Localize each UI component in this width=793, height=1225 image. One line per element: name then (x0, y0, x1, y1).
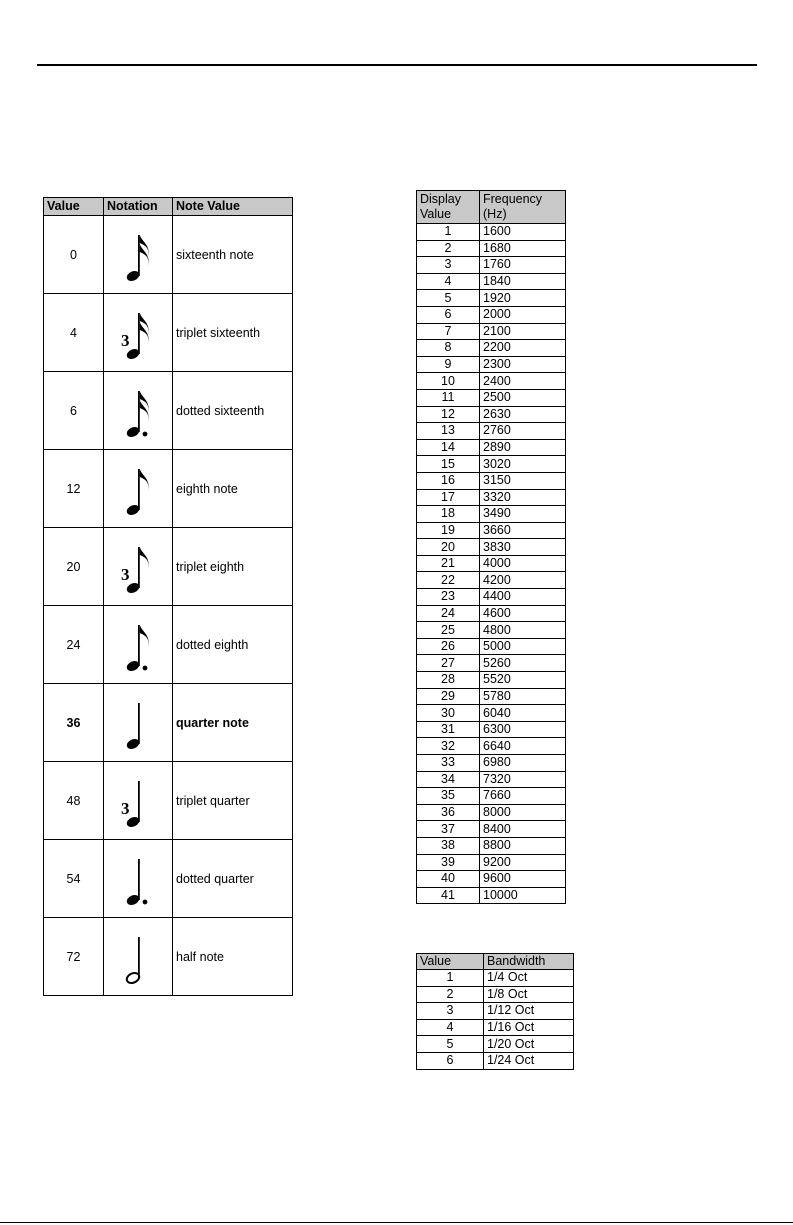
frequency-cell: 5520 (480, 672, 566, 689)
bw-table-header (417, 954, 574, 970)
header-bandwidth: Bandwidth (484, 954, 574, 970)
table-row (44, 216, 293, 294)
bandwidth-cell: 1/12 Oct (484, 1003, 574, 1020)
bw-value-cell: 2 (417, 986, 484, 1003)
top-rule (37, 64, 757, 66)
frequency-cell: 8400 (480, 821, 566, 838)
display-value-cell: 39 (417, 854, 480, 871)
frequency-cell: 5260 (480, 655, 566, 672)
table-row (44, 294, 293, 372)
table-row (417, 306, 566, 323)
frequency-cell: 5780 (480, 688, 566, 705)
table-row (44, 762, 293, 840)
table-row (417, 688, 566, 705)
display-value-cell: 2 (417, 240, 480, 257)
table-row (417, 522, 566, 539)
notation-cell (104, 216, 173, 294)
note-name-cell: quarter note (173, 684, 293, 762)
bandwidth-cell: 1/16 Oct (484, 1019, 574, 1036)
bw-value-cell: 3 (417, 1003, 484, 1020)
display-value-cell: 33 (417, 755, 480, 772)
bandwidth-cell: 1/24 Oct (484, 1052, 574, 1069)
display-value-cell: 18 (417, 506, 480, 523)
frequency-cell: 1680 (480, 240, 566, 257)
frequency-cell: 3150 (480, 472, 566, 489)
table-row (417, 672, 566, 689)
frequency-cell: 1600 (480, 224, 566, 241)
display-value-cell: 10 (417, 373, 480, 390)
bw-value-cell: 5 (417, 1036, 484, 1053)
table-row (417, 771, 566, 788)
table-row (417, 456, 566, 473)
header-frequency-line1: Frequency (483, 192, 543, 206)
table-row (417, 1019, 574, 1036)
note-name-cell: eighth note (173, 450, 293, 528)
display-value-cell: 11 (417, 389, 480, 406)
table-row (44, 372, 293, 450)
table-row (417, 804, 566, 821)
frequency-cell: 4800 (480, 622, 566, 639)
dotted-eighth-icon (104, 613, 172, 677)
frequency-cell: 9600 (480, 871, 566, 888)
frequency-cell: 2890 (480, 439, 566, 456)
frequency-cell: 2630 (480, 406, 566, 423)
note-value-cell: 48 (44, 762, 104, 840)
display-value-cell: 21 (417, 555, 480, 572)
header-notation: Notation (104, 198, 173, 216)
frequency-cell: 4200 (480, 572, 566, 589)
display-value-cell: 40 (417, 871, 480, 888)
bw-value-cell: 1 (417, 970, 484, 987)
display-value-cell: 16 (417, 472, 480, 489)
frequency-cell: 5000 (480, 638, 566, 655)
note-name-cell: dotted quarter (173, 840, 293, 918)
frequency-cell: 8000 (480, 804, 566, 821)
notation-cell (104, 606, 173, 684)
notation-cell (104, 450, 173, 528)
frequency-cell: 3490 (480, 506, 566, 523)
notation-cell (104, 372, 173, 450)
frequency-cell: 7320 (480, 771, 566, 788)
bandwidth-table (416, 953, 574, 1070)
display-value-cell: 30 (417, 705, 480, 722)
notation-cell (104, 762, 173, 840)
note-value-cell: 0 (44, 216, 104, 294)
frequency-cell: 2500 (480, 389, 566, 406)
display-value-cell: 3 (417, 257, 480, 274)
frequency-cell: 3320 (480, 489, 566, 506)
display-value-cell: 22 (417, 572, 480, 589)
display-value-cell: 6 (417, 306, 480, 323)
table-row (417, 423, 566, 440)
note-table-header (44, 198, 293, 216)
display-value-cell: 32 (417, 738, 480, 755)
note-value-cell: 4 (44, 294, 104, 372)
table-row (417, 257, 566, 274)
note-value-cell: 6 (44, 372, 104, 450)
bandwidth-cell: 1/20 Oct (484, 1036, 574, 1053)
frequency-cell: 6300 (480, 721, 566, 738)
note-name-cell: dotted eighth (173, 606, 293, 684)
frequency-cell: 7660 (480, 788, 566, 805)
table-row (417, 638, 566, 655)
display-value-cell: 25 (417, 622, 480, 639)
table-row (417, 721, 566, 738)
display-value-cell: 35 (417, 788, 480, 805)
svg-text:3: 3 (121, 564, 130, 584)
display-value-cell: 41 (417, 887, 480, 904)
frequency-cell: 6040 (480, 705, 566, 722)
table-row (417, 472, 566, 489)
frequency-cell: 2000 (480, 306, 566, 323)
table-row (417, 373, 566, 390)
table-row (417, 340, 566, 357)
frequency-cell: 2100 (480, 323, 566, 340)
display-value-cell: 4 (417, 273, 480, 290)
display-value-cell: 9 (417, 356, 480, 373)
half-note-icon (104, 925, 172, 989)
table-row (417, 273, 566, 290)
notation-cell (104, 294, 173, 372)
note-name-cell: half note (173, 918, 293, 996)
table-row (44, 606, 293, 684)
note-value-cell: 20 (44, 528, 104, 606)
header-frequency (480, 191, 566, 224)
display-value-cell: 37 (417, 821, 480, 838)
table-row (417, 356, 566, 373)
table-row (417, 986, 574, 1003)
frequency-cell: 2300 (480, 356, 566, 373)
table-row (417, 224, 566, 241)
table-row (417, 572, 566, 589)
display-value-cell: 38 (417, 837, 480, 854)
table-row (417, 970, 574, 987)
note-name-cell: sixteenth note (173, 216, 293, 294)
svg-text:3: 3 (121, 330, 130, 350)
eighth-note-icon (104, 457, 172, 521)
table-row (417, 1036, 574, 1053)
display-value-cell: 24 (417, 605, 480, 622)
table-row (417, 871, 566, 888)
table-row (417, 240, 566, 257)
display-value-cell: 23 (417, 589, 480, 606)
table-row (417, 837, 566, 854)
note-name-cell: triplet sixteenth (173, 294, 293, 372)
triplet-quarter-icon (104, 769, 172, 833)
table-row (417, 738, 566, 755)
display-value-cell: 7 (417, 323, 480, 340)
display-value-cell: 8 (417, 340, 480, 357)
note-name-cell: triplet quarter (173, 762, 293, 840)
bandwidth-cell: 1/8 Oct (484, 986, 574, 1003)
display-value-cell: 34 (417, 771, 480, 788)
note-value-cell: 36 (44, 684, 104, 762)
header-frequency-line2: (Hz) (483, 207, 507, 221)
header-display-line2: Value (420, 207, 452, 221)
table-row (44, 840, 293, 918)
triplet-sixteenth-icon (104, 301, 172, 365)
notation-cell (104, 840, 173, 918)
dotted-sixteenth-icon (104, 379, 172, 443)
note-value-cell: 12 (44, 450, 104, 528)
table-row (417, 821, 566, 838)
frequency-cell: 2400 (480, 373, 566, 390)
table-row (417, 406, 566, 423)
frequency-cell: 1920 (480, 290, 566, 307)
display-value-cell: 14 (417, 439, 480, 456)
display-value-cell: 19 (417, 522, 480, 539)
frequency-cell: 9200 (480, 854, 566, 871)
frequency-cell: 4000 (480, 555, 566, 572)
table-row (417, 605, 566, 622)
frequency-cell: 10000 (480, 887, 566, 904)
frequency-cell: 1840 (480, 273, 566, 290)
display-value-cell: 5 (417, 290, 480, 307)
display-value-cell: 29 (417, 688, 480, 705)
table-row (417, 323, 566, 340)
note-name-cell: dotted sixteenth (173, 372, 293, 450)
freq-table-header (417, 191, 566, 224)
note-name-cell: triplet eighth (173, 528, 293, 606)
table-row (417, 755, 566, 772)
display-value-cell: 12 (417, 406, 480, 423)
table-row (417, 854, 566, 871)
triplet-eighth-icon (104, 535, 172, 599)
dotted-quarter-icon (104, 847, 172, 911)
display-value-cell: 31 (417, 721, 480, 738)
table-row (417, 622, 566, 639)
bandwidth-cell: 1/4 Oct (484, 970, 574, 987)
quarter-note-icon (104, 691, 172, 755)
notation-cell (104, 918, 173, 996)
frequency-table (416, 190, 566, 904)
sixteenth-note-icon (104, 223, 172, 287)
table-row (417, 290, 566, 307)
display-value-cell: 36 (417, 804, 480, 821)
table-row (417, 539, 566, 556)
table-row (417, 1052, 574, 1069)
note-value-cell: 54 (44, 840, 104, 918)
frequency-cell: 2200 (480, 340, 566, 357)
header-bw-value: Value (417, 954, 484, 970)
notation-cell (104, 528, 173, 606)
frequency-cell: 6640 (480, 738, 566, 755)
display-value-cell: 17 (417, 489, 480, 506)
table-row (417, 1003, 574, 1020)
display-value-cell: 13 (417, 423, 480, 440)
table-row (417, 655, 566, 672)
display-value-cell: 15 (417, 456, 480, 473)
table-row (44, 450, 293, 528)
display-value-cell: 27 (417, 655, 480, 672)
note-value-table (43, 197, 293, 996)
display-value-cell: 20 (417, 539, 480, 556)
frequency-cell: 4600 (480, 605, 566, 622)
frequency-cell: 8800 (480, 837, 566, 854)
notation-cell (104, 684, 173, 762)
frequency-cell: 3830 (480, 539, 566, 556)
svg-text:3: 3 (121, 798, 130, 818)
table-row (44, 528, 293, 606)
table-row (417, 705, 566, 722)
table-row (417, 439, 566, 456)
display-value-cell: 1 (417, 224, 480, 241)
table-row (417, 506, 566, 523)
display-value-cell: 26 (417, 638, 480, 655)
display-value-cell: 28 (417, 672, 480, 689)
header-display-value (417, 191, 480, 224)
note-value-cell: 72 (44, 918, 104, 996)
header-display-line1: Display (420, 192, 461, 206)
header-value: Value (44, 198, 104, 216)
frequency-cell: 6980 (480, 755, 566, 772)
table-row (417, 887, 566, 904)
bw-value-cell: 6 (417, 1052, 484, 1069)
frequency-cell: 3020 (480, 456, 566, 473)
frequency-cell: 2760 (480, 423, 566, 440)
bottom-rule (0, 1222, 793, 1223)
table-row (44, 918, 293, 996)
table-row (417, 489, 566, 506)
header-note-value: Note Value (173, 198, 293, 216)
frequency-cell: 3660 (480, 522, 566, 539)
table-row (417, 555, 566, 572)
table-row (44, 684, 293, 762)
table-row (417, 389, 566, 406)
table-row (417, 589, 566, 606)
frequency-cell: 1760 (480, 257, 566, 274)
bw-value-cell: 4 (417, 1019, 484, 1036)
note-value-cell: 24 (44, 606, 104, 684)
frequency-cell: 4400 (480, 589, 566, 606)
table-row (417, 788, 566, 805)
